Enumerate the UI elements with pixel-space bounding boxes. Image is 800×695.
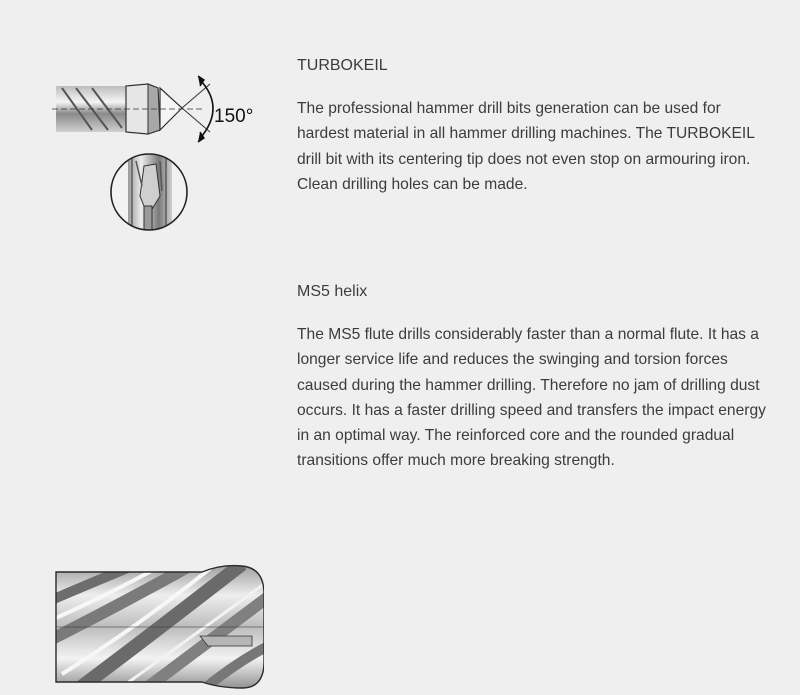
ms5-description: The MS5 flute drills considerably faster than a normal flute. It has a longer service life and reduces the swinging and torsion forces caused during the hammer drilling. Therefore no jam of drilling dust occurs. It has a faster drilling speed and transfers the impact energy in an optimal way. The reinforced core and the rounded gradual transitions offer much more breaking strength. <box>297 326 766 470</box>
ms5-heading: MS5 helix <box>297 283 368 300</box>
drill-tip-diagram-icon <box>52 66 282 246</box>
helix-drill-render-icon <box>52 564 264 690</box>
ms5-text-block <box>297 282 767 474</box>
turbokeil-text-block <box>297 56 767 197</box>
ms5-helix-section <box>0 260 800 560</box>
angle-label: 150° <box>214 106 254 127</box>
turbokeil-heading: TURBOKEIL <box>297 57 388 74</box>
turbokeil-section <box>0 0 800 260</box>
turbokeil-description: The professional hammer drill bits generation can be used for hardest material in all hammer drilling machines. The TURBOKEIL drill bit with its centering tip does not even stop on armouring iron. Clean drilling holes can be made. <box>297 100 755 193</box>
